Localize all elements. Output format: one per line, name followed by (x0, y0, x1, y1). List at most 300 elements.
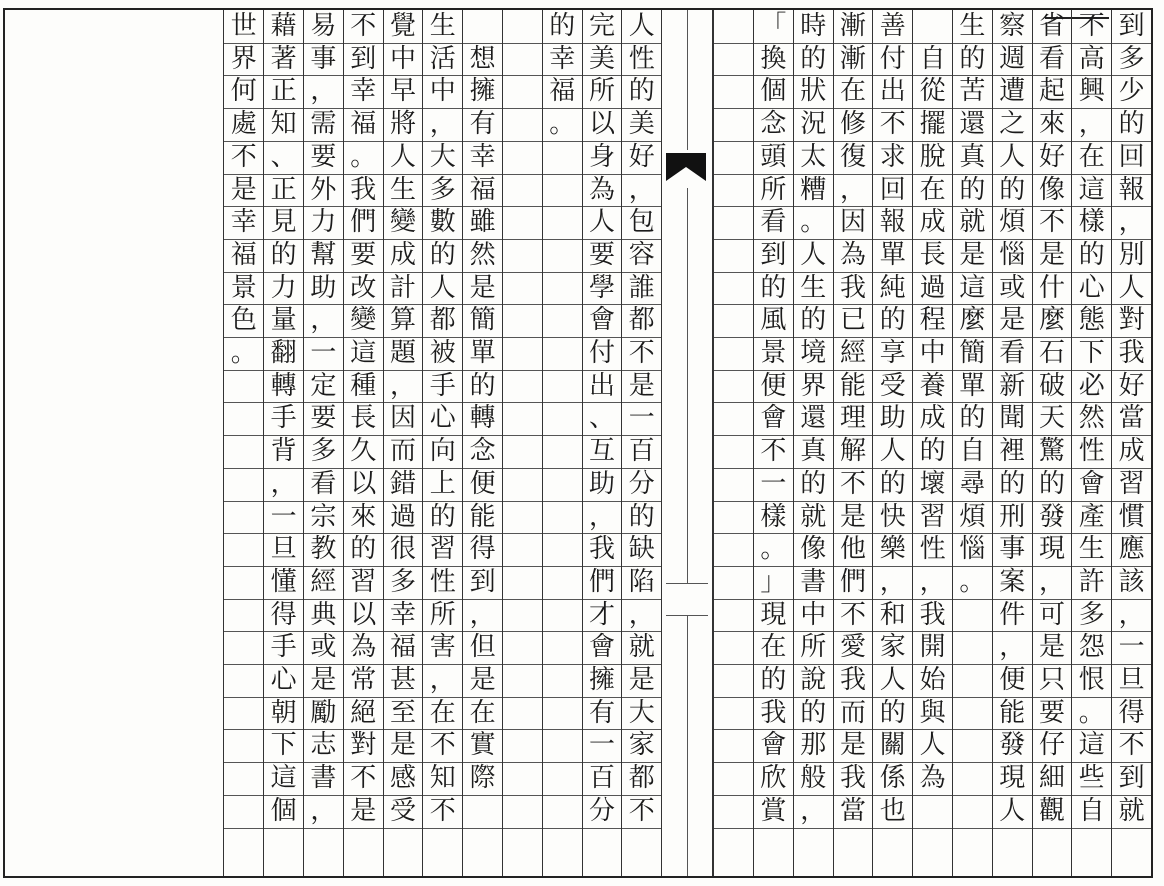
grid-character: 至 (389, 697, 416, 728)
grid-character: 係 (879, 763, 906, 794)
text-column (1111, 10, 1151, 878)
grid-character: 便 (469, 468, 496, 499)
grid-character: ， (879, 566, 906, 597)
grid-character: 幫 (310, 239, 337, 270)
grid-character: 種 (350, 370, 377, 401)
grid-character: 到 (350, 43, 377, 74)
grid-character: 書 (310, 763, 337, 794)
grid-character: 天 (1038, 403, 1065, 434)
center-gutter (661, 10, 713, 878)
grid-character: 生 (800, 272, 827, 303)
grid-character: ， (310, 305, 337, 336)
grid-character: 手 (270, 403, 297, 434)
grid-character: 多 (389, 566, 416, 597)
grid-character: 般 (800, 763, 827, 794)
grid-character: 成 (919, 403, 946, 434)
grid-character: 轉 (270, 370, 297, 401)
grid-character: 活 (429, 43, 456, 74)
grid-character: 中 (429, 76, 456, 107)
grid-character: 福 (350, 109, 377, 140)
grid-character: 付 (879, 43, 906, 74)
text-column (713, 10, 753, 878)
text-column (872, 10, 912, 878)
grid-character: 手 (270, 632, 297, 663)
grid-character: 我 (839, 665, 866, 695)
grid-character: 的 (999, 468, 1026, 499)
text-column (383, 10, 423, 878)
grid-character: 的 (1038, 468, 1065, 499)
grid-character: 就 (1118, 795, 1145, 826)
grid-character: 們 (350, 207, 377, 238)
grid-character: 手 (429, 370, 456, 401)
fishtail-mark-icon (666, 153, 706, 183)
grid-character: 「 (760, 11, 787, 41)
grid-character: 擁 (469, 76, 496, 107)
grid-character: 錯 (389, 468, 416, 499)
grid-character: 。 (350, 141, 377, 172)
grid-character: 得 (270, 599, 297, 630)
grid-character: 經 (839, 338, 866, 368)
grid-character: 不 (230, 141, 257, 172)
grid-character: 就 (628, 632, 655, 663)
grid-character: 的 (959, 403, 986, 434)
grid-character: 還 (800, 403, 827, 434)
grid-character: 題 (389, 338, 416, 368)
grid-character: 到 (469, 566, 496, 597)
text-column (462, 10, 502, 878)
grid-character: 件 (999, 599, 1026, 630)
grid-character: 將 (389, 109, 416, 140)
grid-character: 生 (1078, 534, 1105, 565)
grid-character: 是 (310, 665, 337, 695)
grid-character: 我 (919, 599, 946, 630)
grid-character: 早 (389, 76, 416, 107)
grid-character: 便 (760, 370, 787, 401)
grid-character: 賞 (760, 795, 787, 826)
grid-character: 景 (760, 338, 787, 368)
grid-character: 善 (879, 11, 906, 41)
grid-character: 受 (389, 795, 416, 826)
grid-character: ， (800, 795, 827, 826)
grid-character: 力 (310, 207, 337, 238)
grid-character: 開 (919, 632, 946, 663)
grid-character: 我 (760, 697, 787, 728)
grid-character: 興 (1078, 76, 1105, 107)
grid-character: 不 (839, 599, 866, 630)
grid-character: 算 (389, 305, 416, 336)
grid-character: 而 (389, 436, 416, 467)
text-column (793, 10, 833, 878)
grid-character: 樂 (879, 534, 906, 565)
grid-character: 和 (879, 599, 906, 630)
grid-character: ， (1118, 599, 1145, 630)
grid-character: 背 (270, 436, 297, 467)
grid-character: 解 (839, 436, 866, 467)
grid-character: 不 (429, 795, 456, 826)
grid-character: 太 (800, 141, 827, 172)
grid-character: 真 (959, 141, 986, 172)
grid-character: 容 (628, 239, 655, 270)
grid-character: 不 (350, 763, 377, 794)
grid-character: 從 (919, 76, 946, 107)
grid-character: 受 (879, 370, 906, 401)
grid-character: 這 (1078, 174, 1105, 205)
grid-character: 心 (1078, 272, 1105, 303)
grid-character: 看 (310, 468, 337, 499)
grid-character: 欣 (760, 763, 787, 794)
grid-character: ， (628, 174, 655, 205)
grid-character: 不 (879, 109, 906, 140)
grid-character: 分 (628, 468, 655, 499)
text-column (263, 10, 303, 878)
grid-character: 高 (1078, 43, 1105, 74)
grid-character: 許 (1078, 566, 1105, 597)
grid-character: 的 (1118, 109, 1145, 140)
grid-character: 我 (1118, 338, 1145, 368)
grid-character: 察 (999, 11, 1026, 41)
grid-character: 著 (270, 43, 297, 74)
grid-character: 已 (839, 305, 866, 336)
grid-character: 自 (959, 436, 986, 467)
grid-character: 這 (350, 338, 377, 368)
grid-character: 到 (1118, 763, 1145, 794)
grid-character: 藉 (270, 11, 297, 41)
grid-character: 這 (270, 763, 297, 794)
text-column (223, 10, 263, 878)
grid-character: 轉 (469, 403, 496, 434)
grid-character: 景 (230, 272, 257, 303)
grid-character: 是 (839, 501, 866, 532)
text-column (833, 10, 873, 878)
grid-character: 便 (999, 665, 1026, 695)
grid-character: 能 (469, 501, 496, 532)
grid-character: 心 (270, 665, 297, 695)
grid-character: 我 (839, 763, 866, 794)
grid-character: 都 (628, 305, 655, 336)
grid-character: 之 (999, 109, 1026, 140)
grid-character: 現 (760, 599, 787, 630)
grid-character: 始 (919, 665, 946, 695)
grid-character: 幸 (230, 207, 257, 238)
grid-character: 的 (760, 665, 787, 695)
grid-character: 是 (350, 795, 377, 826)
text-column (422, 10, 462, 878)
grid-character: 。 (1078, 697, 1105, 728)
grid-character: 的 (549, 11, 576, 41)
grid-character: 家 (879, 632, 906, 663)
grid-character: 上 (429, 468, 456, 499)
grid-character: 一 (270, 501, 297, 532)
grid-character: 案 (999, 566, 1026, 597)
grid-character: 缺 (628, 534, 655, 565)
grid-character: 看 (760, 207, 787, 238)
grid-character: 要 (350, 239, 377, 270)
grid-character: 也 (879, 795, 906, 826)
grid-character: 性 (628, 43, 655, 74)
grid-character: 習 (350, 566, 377, 597)
grid-character: ， (429, 109, 456, 140)
grid-character: 必 (1078, 370, 1105, 401)
grid-character: 被 (429, 338, 456, 368)
grid-character: 習 (429, 534, 456, 565)
grid-character: 所 (588, 76, 615, 107)
grid-character: 在 (429, 697, 456, 728)
grid-character: 的 (959, 43, 986, 74)
grid-character: 遭 (999, 76, 1026, 107)
grid-character: 在 (1078, 141, 1105, 172)
grid-character: 都 (429, 305, 456, 336)
manuscript-page (3, 8, 1153, 878)
grid-character: 該 (1118, 566, 1145, 597)
grid-character: 不 (429, 730, 456, 761)
grid-character: 朝 (270, 697, 297, 728)
grid-character: 得 (469, 534, 496, 565)
grid-character: 生 (959, 11, 986, 41)
grid-character: 修 (839, 109, 866, 140)
grid-character: 。 (800, 207, 827, 238)
grid-character: 這 (959, 272, 986, 303)
grid-character: 中 (800, 599, 827, 630)
grid-character: 事 (310, 43, 337, 74)
grid-character: 的 (919, 436, 946, 467)
text-column (343, 10, 383, 878)
grid-character: 態 (1078, 305, 1105, 336)
grid-character: 個 (760, 76, 787, 107)
grid-character: 的 (628, 76, 655, 107)
grid-character: ， (999, 632, 1026, 663)
grid-character: 完 (588, 11, 615, 41)
grid-character: 得 (1118, 697, 1145, 728)
grid-character: 求 (879, 141, 906, 172)
grid-character: 福 (230, 239, 257, 270)
grid-character: 成 (919, 207, 946, 238)
grid-character: 的 (879, 697, 906, 728)
grid-character: 當 (1118, 403, 1145, 434)
grid-character: 福 (389, 632, 416, 663)
grid-character: 外 (310, 174, 337, 205)
grid-character: 當 (839, 795, 866, 826)
grid-character: 說 (800, 665, 827, 695)
grid-character: 誰 (628, 272, 655, 303)
grid-character: 會 (1078, 468, 1105, 499)
grid-character: 細 (1038, 763, 1065, 794)
grid-character: 以 (588, 109, 615, 140)
grid-character: 成 (1118, 436, 1145, 467)
grid-character: 所 (760, 174, 787, 205)
grid-character: 人 (800, 239, 827, 270)
grid-character: 久 (350, 436, 377, 467)
grid-character: 不 (628, 795, 655, 826)
grid-character: ， (839, 174, 866, 205)
grid-character: 。 (230, 338, 257, 368)
grid-character: 易 (310, 11, 337, 41)
grid-character: 會 (760, 730, 787, 761)
grid-character: 陷 (628, 566, 655, 597)
grid-character: 美 (588, 43, 615, 74)
grid-character: 向 (429, 436, 456, 467)
grid-character: 不 (350, 11, 377, 41)
grid-character: 好 (1118, 370, 1145, 401)
grid-character: 的 (270, 239, 297, 270)
grid-character: 破 (1038, 370, 1065, 401)
grid-character: 簡 (469, 305, 496, 336)
grid-character: 以 (350, 468, 377, 499)
grid-character: 在 (919, 174, 946, 205)
grid-character: 是 (1038, 632, 1065, 663)
grid-character: 害 (429, 632, 456, 663)
grid-character: 像 (1038, 174, 1065, 205)
grid-character: 的 (429, 239, 456, 270)
grid-character: 恨 (1078, 665, 1105, 695)
grid-character: 裡 (999, 436, 1026, 467)
grid-character: 中 (389, 43, 416, 74)
grid-character: 見 (270, 207, 297, 238)
grid-character: 然 (469, 239, 496, 270)
grid-character: 理 (839, 403, 866, 434)
grid-character: 是 (230, 174, 257, 205)
grid-character: 是 (959, 239, 986, 270)
grid-character: 為 (839, 239, 866, 270)
grid-character: 回 (879, 174, 906, 205)
grid-character: 只 (1038, 665, 1065, 695)
grid-character: 產 (1078, 501, 1105, 532)
grid-character: 美 (628, 109, 655, 140)
grid-character: 性 (1078, 436, 1105, 467)
grid-character: 在 (469, 697, 496, 728)
grid-character: 能 (839, 370, 866, 401)
grid-character: 會 (588, 305, 615, 336)
grid-character: 人 (919, 730, 946, 761)
text-column (992, 10, 1032, 878)
grid-character: 常 (350, 665, 377, 695)
grid-character: ， (588, 501, 615, 532)
grid-character: 的 (760, 272, 787, 303)
grid-character: 學 (588, 272, 615, 303)
grid-character: 是 (1038, 239, 1065, 270)
grid-character: 脫 (919, 141, 946, 172)
grid-character: 糟 (800, 174, 827, 205)
grid-character: 人 (588, 207, 615, 238)
grid-character: 看 (1038, 43, 1065, 74)
grid-character: 那 (800, 730, 827, 761)
grid-character: 因 (389, 403, 416, 434)
grid-character: 到 (1118, 11, 1145, 41)
grid-character: 頭 (760, 141, 787, 172)
grid-character: 要 (588, 239, 615, 270)
grid-character: 念 (469, 436, 496, 467)
grid-character: 好 (1038, 141, 1065, 172)
grid-character: 惱 (999, 239, 1026, 270)
grid-character: 色 (230, 305, 257, 336)
text-column (1032, 10, 1072, 878)
grid-character: 是 (999, 305, 1026, 336)
grid-character: 的 (350, 534, 377, 565)
grid-character: 人 (628, 11, 655, 41)
grid-character: ， (469, 599, 496, 630)
grid-character: 際 (469, 763, 496, 794)
grid-character: ， (270, 468, 297, 499)
grid-character: 快 (879, 501, 906, 532)
grid-character: 愛 (839, 632, 866, 663)
grid-character: 或 (999, 272, 1026, 303)
grid-character: 不 (1118, 730, 1145, 761)
grid-character: 尋 (959, 468, 986, 499)
grid-character: 何 (230, 76, 257, 107)
grid-character: 要 (1038, 697, 1065, 728)
text-column (912, 10, 952, 878)
grid-character: 單 (879, 239, 906, 270)
grid-character: 現 (1038, 534, 1065, 565)
grid-character: ， (1038, 566, 1065, 597)
grid-character: 多 (429, 174, 456, 205)
grid-character: ， (628, 599, 655, 630)
grid-character: 力 (270, 272, 297, 303)
grid-character: 的 (879, 468, 906, 499)
grid-character: 所 (800, 632, 827, 663)
grid-character: 人 (879, 436, 906, 467)
text-column (621, 10, 661, 878)
grid-character: 現 (999, 763, 1026, 794)
grid-character: 過 (389, 501, 416, 532)
grid-character: 幸 (469, 141, 496, 172)
grid-character: 苦 (959, 76, 986, 107)
grid-character: 」 (760, 566, 787, 597)
grid-character: 勵 (310, 697, 337, 728)
grid-character: 書 (800, 566, 827, 597)
grid-character: 心 (429, 403, 456, 434)
grid-character: 來 (1038, 109, 1065, 140)
grid-character: 然 (1078, 403, 1105, 434)
grid-character: 福 (469, 174, 496, 205)
grid-character: 互 (588, 436, 615, 467)
grid-character: 我 (350, 174, 377, 205)
grid-character: 志 (310, 730, 337, 761)
grid-character: 還 (959, 109, 986, 140)
grid-character: 幸 (389, 599, 416, 630)
grid-character: 世 (230, 11, 257, 41)
grid-character: 自 (919, 43, 946, 74)
grid-character: 像 (800, 534, 827, 565)
grid-character: 況 (800, 109, 827, 140)
grid-character: 過 (919, 272, 946, 303)
grid-character: 在 (839, 76, 866, 107)
grid-character: 所 (429, 599, 456, 630)
grid-character: 不 (628, 338, 655, 368)
grid-character: 我 (588, 534, 615, 565)
grid-character: 宗 (310, 501, 337, 532)
grid-character: 有 (469, 109, 496, 140)
grid-character: 中 (919, 338, 946, 368)
grid-character: 發 (1038, 501, 1065, 532)
grid-character: 性 (919, 534, 946, 565)
grid-character: 少 (1118, 76, 1145, 107)
grid-character: 教 (310, 534, 337, 565)
grid-character: 才 (588, 599, 615, 630)
grid-character: 的 (959, 174, 986, 205)
grid-character: 時 (800, 11, 827, 41)
grid-character: 正 (270, 174, 297, 205)
grid-character: ， (429, 665, 456, 695)
grid-character: 的 (800, 697, 827, 728)
grid-character: 正 (270, 76, 297, 107)
grid-character: 旦 (270, 534, 297, 565)
grid-character: 下 (270, 730, 297, 761)
grid-character: 別 (1118, 239, 1145, 270)
grid-character: 我 (839, 272, 866, 303)
grid-character: 樣 (760, 501, 787, 532)
grid-character: 聞 (999, 403, 1026, 434)
grid-character: 換 (760, 43, 787, 74)
